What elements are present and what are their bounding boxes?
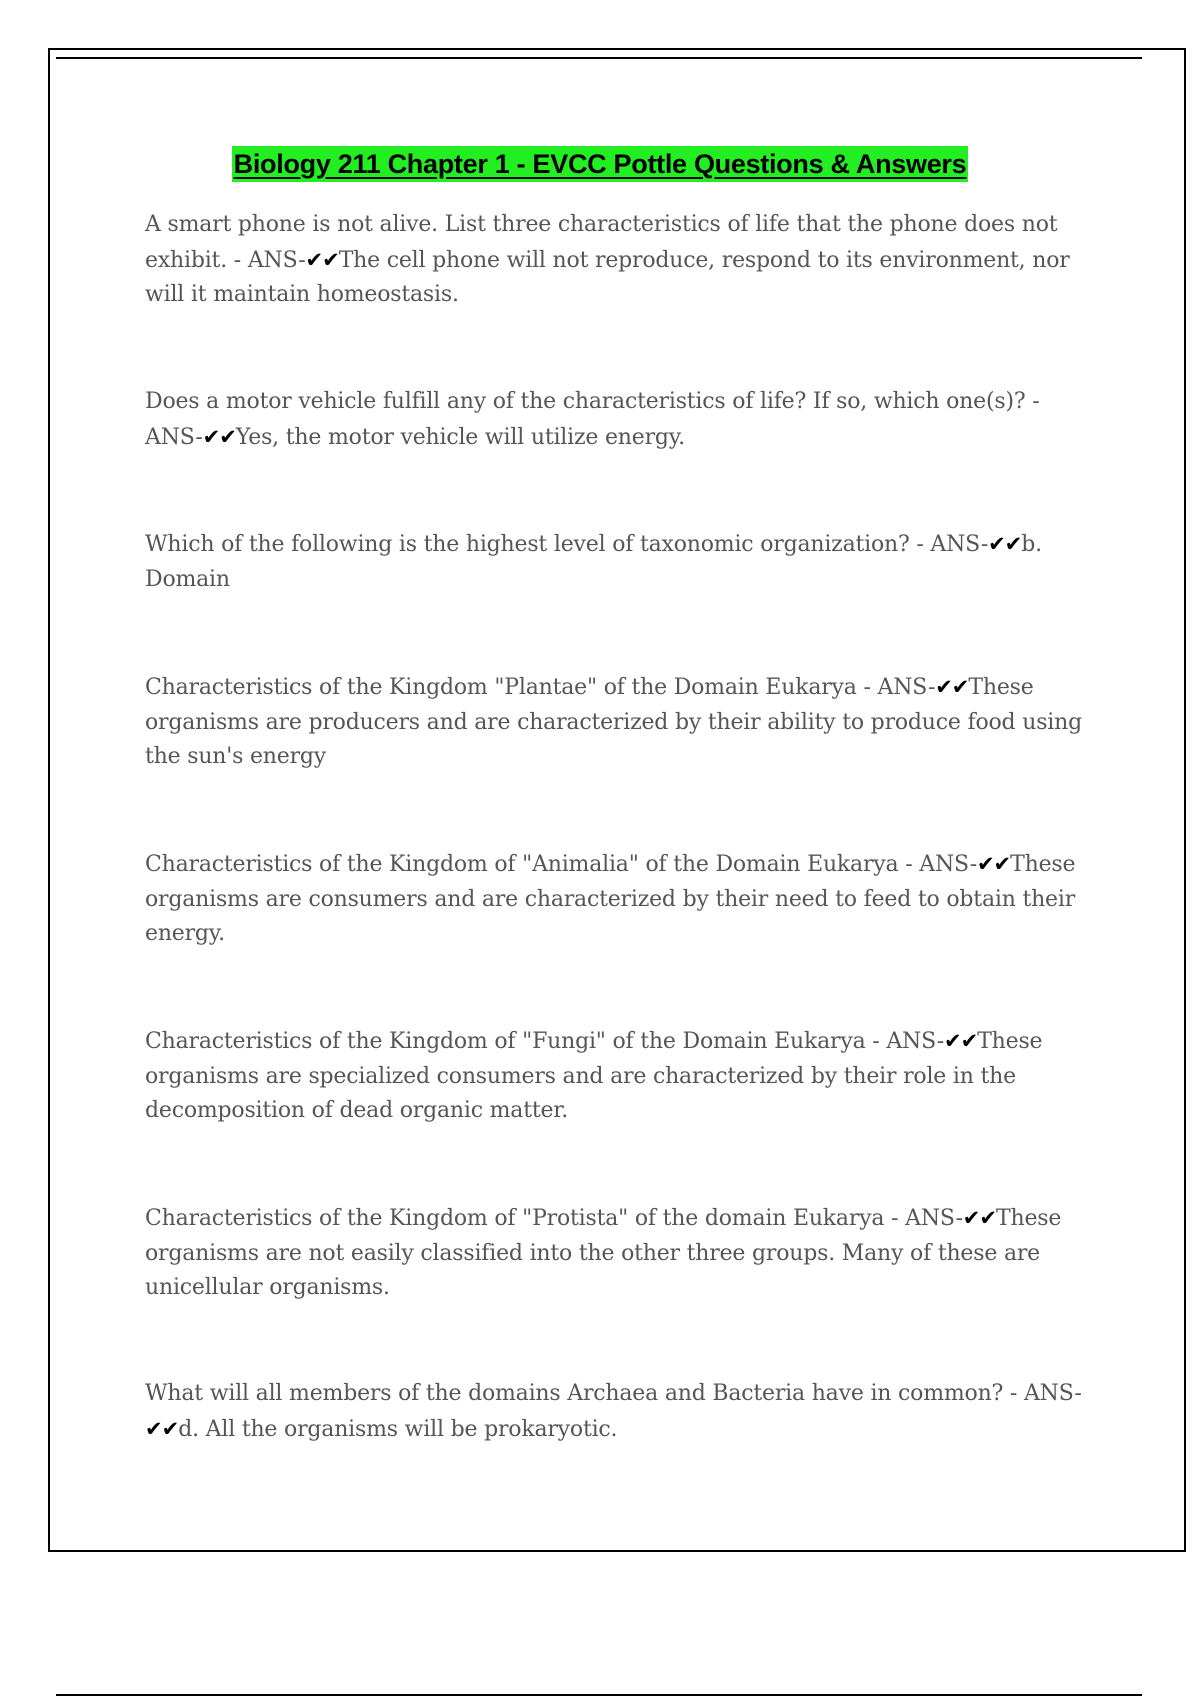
qa-item (145, 208, 1093, 313)
answer-text: These organisms are not easily classified into the other three groups. Many of these are unicellular organisms. (145, 1206, 1062, 1300)
answer-text: These organisms are specialized consumers and are characterized by their role in the decomposition of dead organic matter. (145, 1029, 1043, 1123)
double-check-icon: ✔✔ (202, 424, 236, 449)
answer-tag: ANS (1023, 1381, 1075, 1406)
answer-text: d. All the organisms will be prokaryotic. (178, 1416, 618, 1442)
double-check-icon: ✔✔ (145, 1416, 179, 1441)
separator: - (856, 675, 878, 700)
separator: - (909, 532, 931, 557)
question-text: A smart phone is not alive. List three characteristics of life that the phone does not exhibit. (145, 212, 1058, 273)
double-check-icon: ✔✔ (976, 852, 1011, 876)
qa-item (145, 1377, 1093, 1447)
qa-item (145, 847, 1093, 952)
title-container (0, 146, 1200, 182)
answer-tag: ANS (919, 852, 970, 877)
qa-item (145, 670, 1093, 775)
separator: - (884, 1206, 906, 1231)
question-text: Characteristics of the Kingdom of "Fungi" of the Domain Eukarya (145, 1029, 866, 1054)
separator: - (227, 247, 248, 273)
bottom-rule (56, 1694, 1142, 1696)
answer-tag: ANS (247, 247, 299, 273)
answer-text: Yes, the motor vehicle will utilize energy. (235, 424, 685, 450)
question-text: Characteristics of the Kingdom of "Protista" of the domain Eukarya (145, 1206, 885, 1231)
question-text: Characteristics of the Kingdom of "Animalia" of the Domain Eukarya (145, 852, 899, 877)
qa-item (145, 385, 1093, 455)
answer-tag: ANS (145, 424, 196, 450)
question-text: Characteristics of the Kingdom "Plantae" of the Domain Eukarya (145, 675, 857, 700)
qa-item (145, 1024, 1093, 1129)
separator: - (1025, 389, 1040, 414)
double-check-icon: ✔✔ (935, 675, 969, 699)
answer-dash: - (980, 532, 989, 557)
answer-dash: - (195, 424, 203, 450)
answer-dash: - (969, 852, 977, 877)
qa-item (145, 1201, 1093, 1306)
separator: - (898, 852, 920, 877)
qa-item (145, 527, 1093, 597)
answer-text: The cell phone will not reproduce, respond to its environment, nor will it maintain homeostasis. (145, 247, 1070, 307)
question-text: What will all members of the domains Archaea and Bacteria have in common? (145, 1381, 1004, 1406)
answer-dash: - (1074, 1381, 1082, 1406)
answer-text: These organisms are consumers and are characterized by their need to feed to obtain their energy. (145, 852, 1076, 946)
double-check-icon: ✔✔ (305, 247, 339, 272)
double-check-icon: ✔✔ (988, 532, 1022, 556)
answer-dash: - (298, 247, 306, 273)
double-check-icon: ✔✔ (962, 1206, 996, 1230)
double-check-icon: ✔✔ (944, 1029, 978, 1053)
answer-dash: - (927, 675, 936, 700)
separator: - (865, 1029, 887, 1054)
separator: - (1003, 1381, 1024, 1406)
answer-tag: ANS (905, 1206, 956, 1231)
answer-tag: ANS (930, 532, 981, 557)
document-title: Biology 211 Chapter 1 - EVCC Pottle Questions & Answers (232, 146, 969, 182)
answer-tag: ANS (877, 675, 928, 700)
answer-tag: ANS (886, 1029, 937, 1054)
answer-text: b. Domain (145, 532, 1042, 592)
question-text: Does a motor vehicle fulfill any of the characteristics of life? If so, which one(s)? (145, 389, 1026, 414)
top-rule (56, 57, 1142, 59)
question-text: Which of the following is the highest level of taxonomic organization? (145, 532, 910, 557)
answer-dash: - (955, 1206, 963, 1231)
answer-text: These organisms are producers and are characterized by their ability to produce food using the sun's energy (145, 675, 1082, 769)
answer-dash: - (936, 1029, 944, 1054)
